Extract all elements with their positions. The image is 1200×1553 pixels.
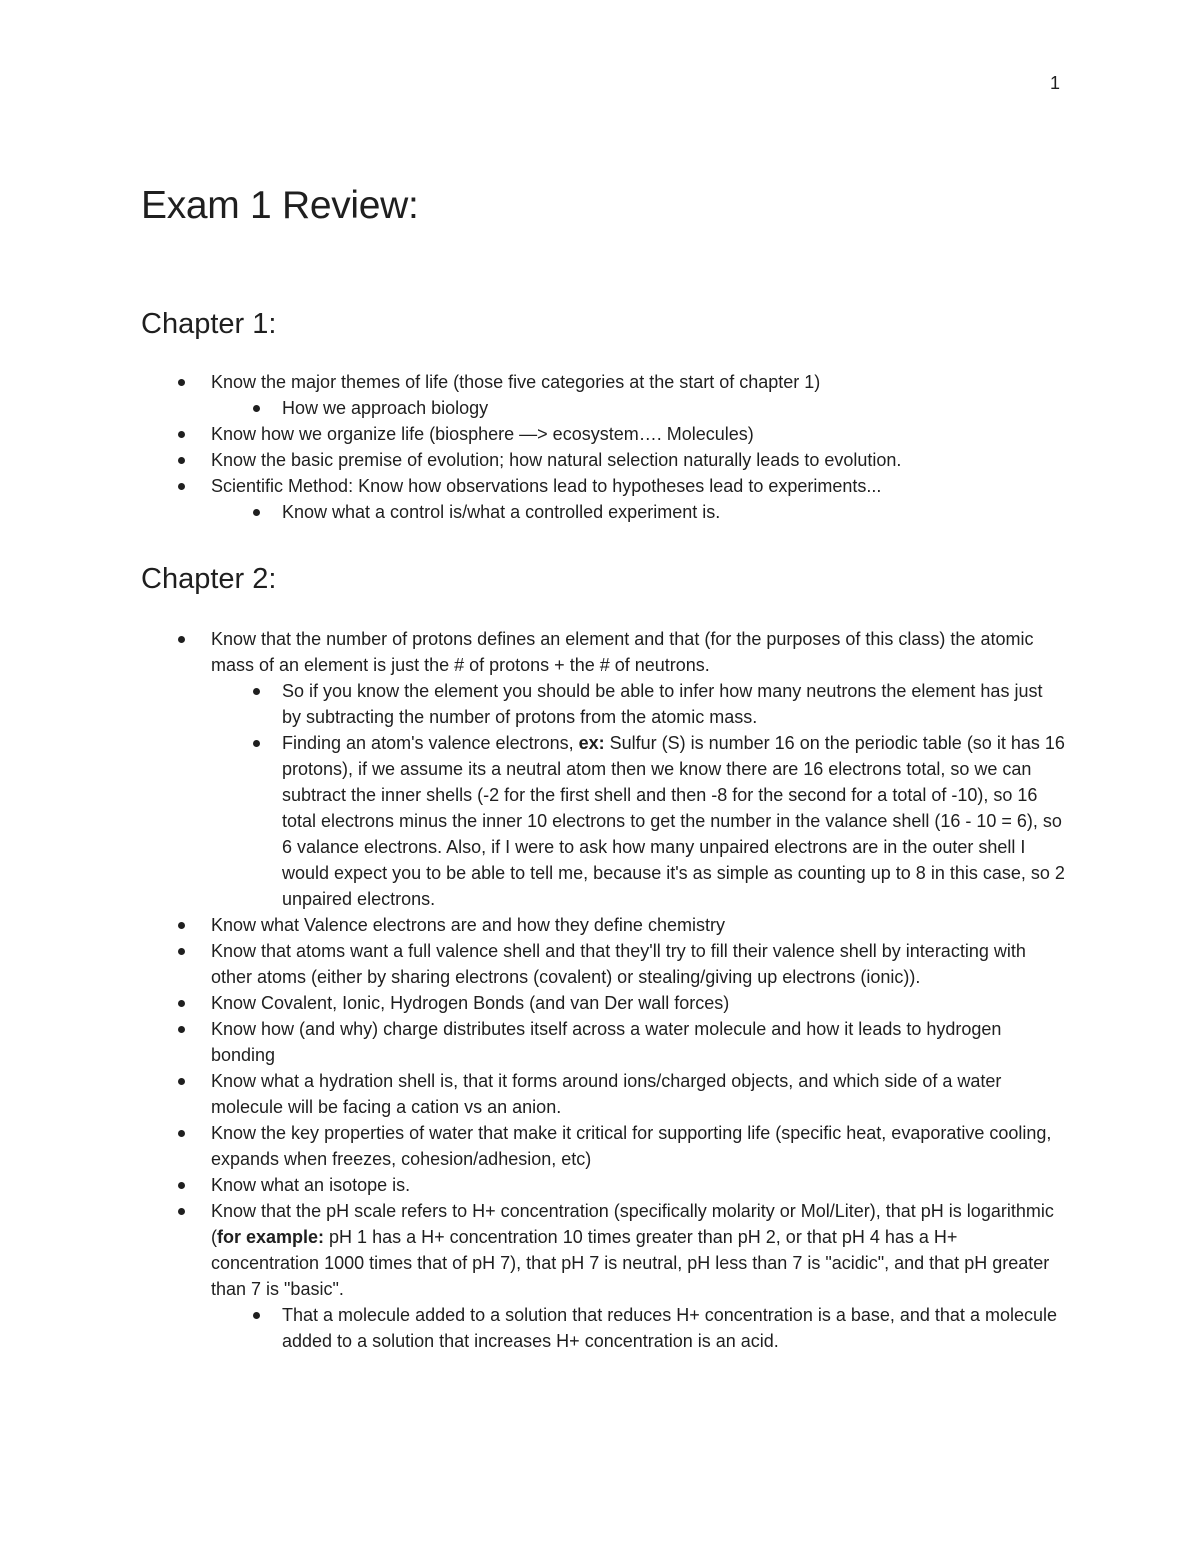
text-run: pH 1 has a H+ concentration 10 times greater than pH 2, or that pH 4 has a H+ concentration 1000 times that of pH 7), that pH 7 is neutral, pH less than 7 is "acidic", and that pH greater than 7 is "basic". — [211, 1227, 1050, 1299]
list-item-text: Know how (and why) charge distributes itself across a water molecule and how it leads to hydrogen bonding — [211, 1019, 1002, 1065]
chapter-1-heading: Chapter 1: — [141, 308, 277, 340]
list-item-text: Know what a control is/what a controlled experiment is. — [282, 502, 721, 522]
list-item — [141, 938, 1066, 990]
list-item — [141, 626, 1066, 678]
list-item-text — [211, 1201, 1054, 1299]
list-item-text: So if you know the element you should be able to infer how many neutrons the element has just by subtracting the number of protons from the atomic mass. — [282, 681, 1043, 727]
list-item — [141, 912, 1066, 938]
bullet-icon — [178, 1182, 185, 1189]
bullet-icon — [178, 1078, 185, 1085]
text-run: Finding an atom's valence electrons, — [282, 733, 579, 753]
list-item — [141, 1172, 1066, 1198]
list-item — [141, 1120, 1066, 1172]
bullet-icon — [253, 688, 260, 695]
list-item-text: Know what a hydration shell is, that it forms around ions/charged objects, and which side of a water molecule will be facing a cation vs an anion. — [211, 1071, 1002, 1117]
bullet-icon — [178, 483, 185, 490]
chapter-2-list — [141, 626, 1066, 1354]
chapter-1-list — [141, 369, 1066, 525]
list-item — [141, 447, 1066, 473]
bullet-icon — [253, 740, 260, 747]
list-item-text: Scientific Method: Know how observations lead to hypotheses lead to experiments... — [211, 476, 882, 496]
sub-list-item — [141, 395, 1066, 421]
bullet-icon — [178, 1026, 185, 1033]
list-item — [141, 473, 1066, 499]
chapter-2-heading: Chapter 2: — [141, 563, 277, 595]
list-item-text: Know the key properties of water that make it critical for supporting life (specific heat, evaporative cooling, expands when freezes, cohesion/adhesion, etc) — [211, 1123, 1052, 1169]
document-title: Exam 1 Review: — [141, 184, 419, 227]
bullet-icon — [253, 405, 260, 412]
sub-list-item — [141, 678, 1066, 730]
list-item-text: Know that the number of protons defines an element and that (for the purposes of this class) the atomic mass of an element is just the # of protons + the # of neutrons. — [211, 629, 1034, 675]
sub-list-item — [141, 499, 1066, 525]
bullet-icon — [178, 1000, 185, 1007]
sub-list-item — [141, 730, 1066, 912]
bold-label: ex: — [578, 733, 605, 753]
list-item — [141, 990, 1066, 1016]
list-item-text: Know that atoms want a full valence shell and that they'll try to fill their valence shell by interacting with other atoms (either by sharing electrons (covalent) or stealing/giving up electrons (ionic)). — [211, 941, 1026, 987]
list-item-text — [282, 733, 1065, 909]
page-number: 1 — [1049, 73, 1060, 93]
list-item-text: That a molecule added to a solution that reduces H+ concentration is a base, and that a molecule added to a solution that increases H+ concentration is an acid. — [282, 1305, 1057, 1351]
sub-list-item — [141, 1302, 1066, 1354]
list-item-text: Know the major themes of life (those five categories at the start of chapter 1) — [211, 372, 821, 392]
bold-label: for example: — [217, 1227, 325, 1247]
list-item — [141, 1068, 1066, 1120]
list-item-text: Know Covalent, Ionic, Hydrogen Bonds (and van Der wall forces) — [211, 993, 730, 1013]
list-item — [141, 421, 1066, 447]
list-item — [141, 1198, 1066, 1302]
bullet-icon — [178, 922, 185, 929]
bullet-icon — [178, 431, 185, 438]
list-item-text: Know the basic premise of evolution; how natural selection naturally leads to evolution. — [211, 450, 902, 470]
list-item — [141, 1016, 1066, 1068]
bullet-icon — [178, 1130, 185, 1137]
list-item-text: How we approach biology — [282, 398, 489, 418]
bullet-icon — [178, 948, 185, 955]
list-item-text: Know what an isotope is. — [211, 1175, 411, 1195]
bullet-icon — [178, 457, 185, 464]
bullet-icon — [178, 1208, 185, 1215]
text-run: Know that the pH scale refers to H+ concentration (specifically molarity or Mol/Liter), that pH is logarithmic ( — [211, 1201, 1054, 1247]
list-item-text: Know how we organize life (biosphere —> ecosystem…. Molecules) — [211, 424, 754, 444]
text-run: Sulfur (S) is number 16 on the periodic table (so it has 16 protons), if we assume its a neutral atom then we know there are 16 electrons total, so we can subtract the inner shells (-2 for the first shell and then -8 for the second for a total of -10), so 16 total electrons minus the inner 10 electrons to get the number in the valance shell (16 - 10 = 6), so 6 valance electrons. Also, if I were to ask how many unpaired electrons are in the outer shell I would expect you to be able to tell me, because it's as simple as counting up to 8 in this case, so 2 unpaired electrons. — [282, 733, 1065, 909]
list-item — [141, 369, 1066, 395]
bullet-icon — [178, 636, 185, 643]
list-item-text: Know what Valence electrons are and how they define chemistry — [211, 915, 725, 935]
bullet-icon — [253, 509, 260, 516]
bullet-icon — [253, 1312, 260, 1319]
bullet-icon — [178, 379, 185, 386]
